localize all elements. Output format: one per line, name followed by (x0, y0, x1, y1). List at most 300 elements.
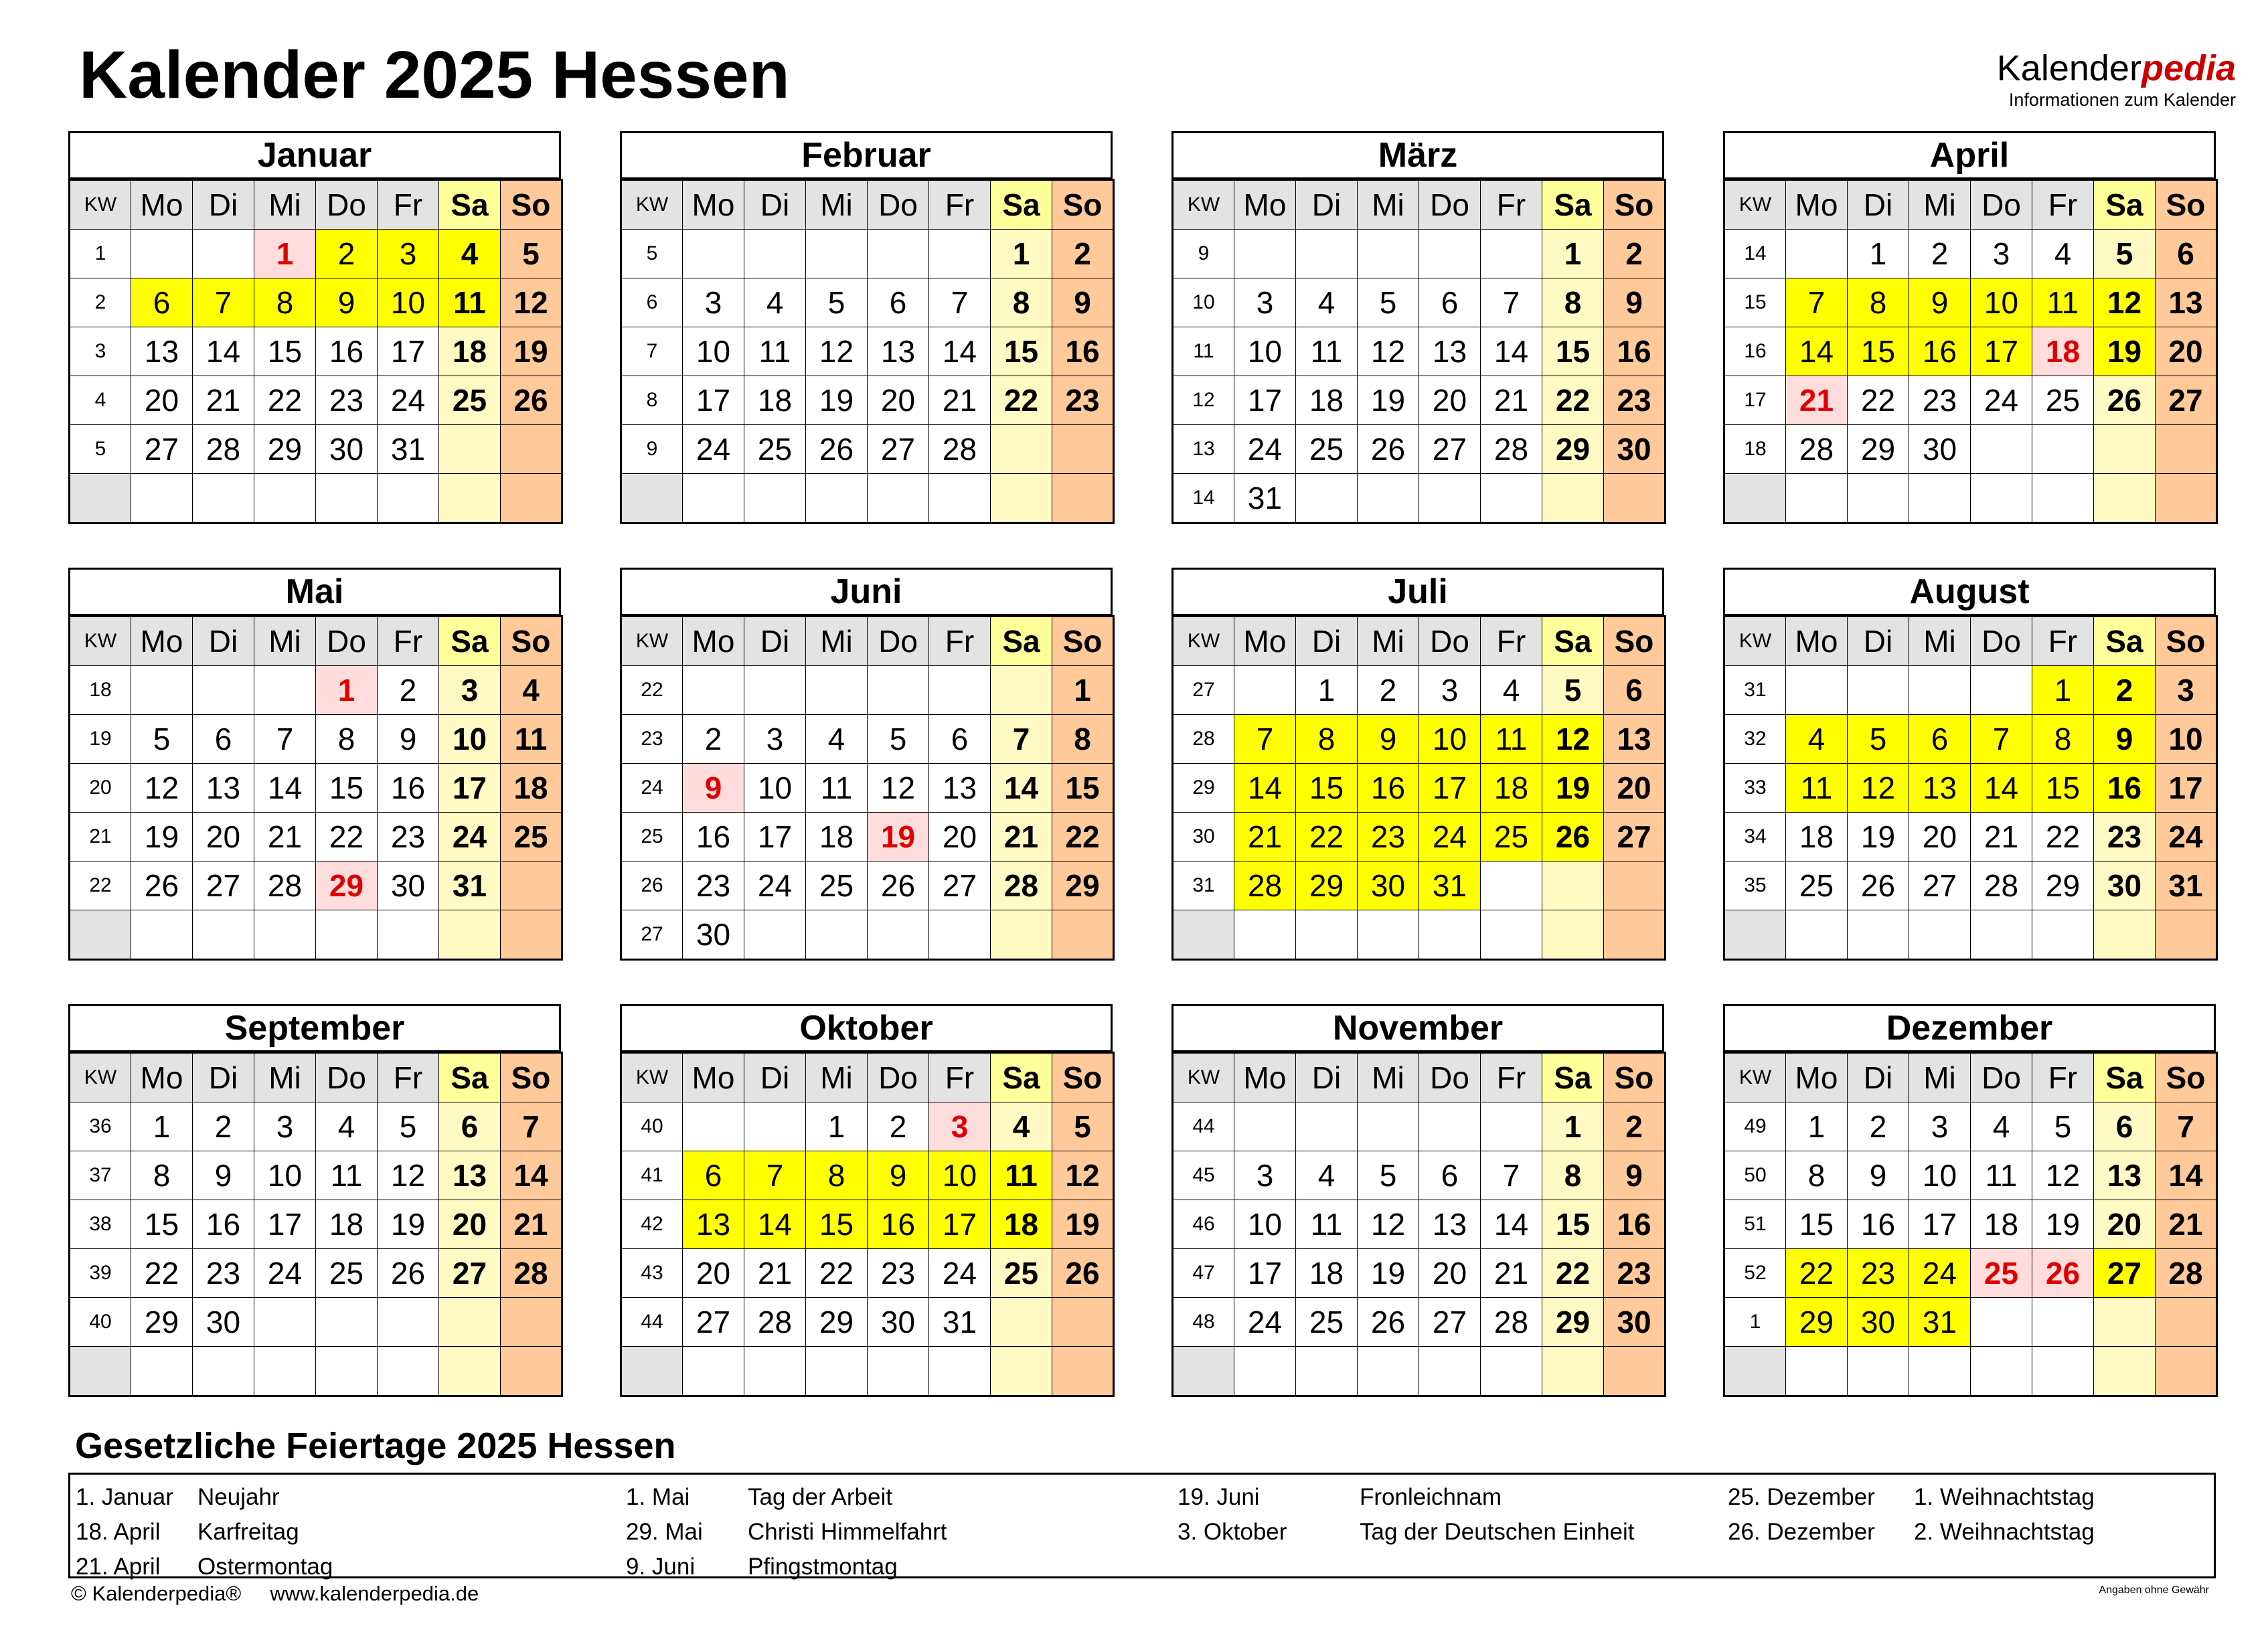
day-cell: 8 (2032, 715, 2094, 764)
day-cell: 19 (1358, 1249, 1419, 1298)
month-calendar (1171, 1004, 1664, 1397)
day-cell: 1 (1542, 1102, 1604, 1151)
month-grid (1171, 1052, 1666, 1397)
holiday-date: 1. Januar (76, 1484, 173, 1510)
day-cell: 19 (131, 813, 193, 861)
day-cell: 3 (1234, 278, 1296, 327)
day-cell: 13 (683, 1200, 744, 1249)
weekday-header: Mi (254, 616, 316, 666)
day-cell: 11 (744, 327, 806, 376)
holiday-entry (626, 1550, 947, 1584)
kw-header: KW (1724, 180, 1786, 230)
day-cell: 16 (316, 327, 378, 376)
empty-cell (1971, 425, 2032, 474)
day-cell: 2 (193, 1102, 254, 1151)
empty-cell (254, 910, 316, 960)
day-cell: 30 (1604, 1298, 1666, 1347)
day-cell: 4 (316, 1102, 378, 1151)
day-cell: 29 (2032, 861, 2094, 910)
day-cell: 26 (378, 1249, 439, 1298)
empty-cell (1358, 1347, 1419, 1396)
week-number: 14 (1724, 230, 1786, 278)
week-number: 22 (70, 861, 131, 910)
day-cell: 31 (2156, 861, 2217, 910)
weekday-header: Do (868, 1053, 929, 1102)
weekday-header: Sa (1542, 180, 1604, 230)
logo-brand-part-b: pedia (2141, 48, 2236, 88)
empty-cell (193, 666, 254, 715)
weekday-header: Mo (1234, 616, 1296, 666)
weekday-header: Mi (1909, 180, 1971, 230)
empty-cell (744, 910, 806, 960)
weekday-header: Fr (378, 616, 439, 666)
day-cell: 23 (2094, 813, 2156, 861)
empty-cell (1052, 474, 1114, 523)
week-number: 27 (621, 910, 683, 960)
day-cell: 5 (1052, 1102, 1114, 1151)
empty-cell (744, 1347, 806, 1396)
footer-url-link[interactable]: www.kalenderpedia.de (270, 1582, 479, 1605)
empty-cell (1296, 910, 1358, 960)
empty-cell (1786, 666, 1848, 715)
empty-cell (2156, 425, 2217, 474)
day-cell: 16 (1604, 327, 1666, 376)
weekday-header: Fr (378, 1053, 439, 1102)
day-cell: 25 (2032, 376, 2094, 425)
day-cell: 22 (316, 813, 378, 861)
week-number: 17 (1724, 376, 1786, 425)
day-cell: 3 (439, 666, 501, 715)
holiday-entry (1178, 1480, 1635, 1515)
day-cell: 9 (378, 715, 439, 764)
day-cell: 25 (991, 1249, 1052, 1298)
day-cell: 26 (2094, 376, 2156, 425)
day-cell: 21 (501, 1200, 562, 1249)
weekday-header: Mi (1909, 616, 1971, 666)
day-cell: 23 (683, 861, 744, 910)
month-grid (620, 1052, 1115, 1397)
week-number: 52 (1724, 1249, 1786, 1298)
empty-cell (1234, 1347, 1296, 1396)
day-cell: 2 (1604, 1102, 1666, 1151)
empty-cell (1358, 910, 1419, 960)
weekday-header: Sa (2094, 180, 2156, 230)
day-cell: 11 (2032, 278, 2094, 327)
weekday-header: Mo (1234, 1053, 1296, 1102)
empty-cell (868, 230, 929, 278)
day-cell: 16 (1052, 327, 1114, 376)
day-cell: 13 (868, 327, 929, 376)
month-title: Januar (68, 131, 561, 179)
day-cell: 21 (1786, 376, 1848, 425)
day-cell: 15 (254, 327, 316, 376)
day-cell: 21 (744, 1249, 806, 1298)
empty-cell (1234, 666, 1296, 715)
week-number: 51 (1724, 1200, 1786, 1249)
empty-cell (1234, 230, 1296, 278)
weekday-header: Do (1419, 1053, 1481, 1102)
empty-cell (868, 666, 929, 715)
day-cell: 26 (501, 376, 562, 425)
day-cell: 2 (316, 230, 378, 278)
month-calendar (1723, 568, 2216, 961)
week-number: 50 (1724, 1151, 1786, 1200)
day-cell: 27 (1419, 425, 1481, 474)
day-cell: 6 (1419, 1151, 1481, 1200)
weekday-header: Di (1848, 180, 1909, 230)
weekday-header: Mo (683, 616, 744, 666)
month-grid (1723, 1052, 2218, 1397)
day-cell: 30 (193, 1298, 254, 1347)
day-cell: 6 (2156, 230, 2217, 278)
weekday-header: Sa (2094, 616, 2156, 666)
holiday-name: Christi Himmelfahrt (748, 1519, 947, 1545)
day-cell: 12 (378, 1151, 439, 1200)
weekday-header: Fr (1481, 180, 1542, 230)
weekday-header: Mi (806, 616, 868, 666)
day-cell: 7 (1971, 715, 2032, 764)
weekday-header: Fr (2032, 616, 2094, 666)
day-cell: 15 (1542, 1200, 1604, 1249)
day-cell: 22 (806, 1249, 868, 1298)
week-number: 26 (621, 861, 683, 910)
day-cell: 23 (316, 376, 378, 425)
day-cell: 3 (929, 1102, 991, 1151)
weekday-header: Do (868, 180, 929, 230)
day-cell: 18 (316, 1200, 378, 1249)
empty-cell (868, 910, 929, 960)
day-cell: 3 (1971, 230, 2032, 278)
week-number (1724, 474, 1786, 523)
day-cell: 13 (2094, 1151, 2156, 1200)
day-cell: 18 (806, 813, 868, 861)
day-cell: 15 (316, 764, 378, 813)
day-cell: 3 (254, 1102, 316, 1151)
empty-cell (131, 666, 193, 715)
weekday-header: Mi (1358, 1053, 1419, 1102)
empty-cell (1481, 1347, 1542, 1396)
weekday-header: Fr (2032, 180, 2094, 230)
empty-cell (1296, 1102, 1358, 1151)
day-cell: 19 (2094, 327, 2156, 376)
day-cell: 15 (1848, 327, 1909, 376)
day-cell: 22 (1542, 376, 1604, 425)
day-cell: 29 (1542, 1298, 1604, 1347)
weekday-header: Do (1971, 180, 2032, 230)
week-number: 3 (70, 327, 131, 376)
day-cell: 17 (1971, 327, 2032, 376)
week-number: 15 (1724, 278, 1786, 327)
day-cell: 4 (439, 230, 501, 278)
day-cell: 4 (1296, 1151, 1358, 1200)
day-cell: 30 (1848, 1298, 1909, 1347)
day-cell: 18 (439, 327, 501, 376)
weekday-header: Fr (929, 180, 991, 230)
holiday-date: 29. Mai (626, 1519, 703, 1545)
empty-cell (501, 861, 562, 910)
day-cell: 19 (868, 813, 929, 861)
weekday-header: Di (744, 616, 806, 666)
weekday-header: Sa (2094, 1053, 2156, 1102)
day-cell: 29 (254, 425, 316, 474)
day-cell: 24 (378, 376, 439, 425)
day-cell: 9 (683, 764, 744, 813)
day-cell: 11 (1296, 1200, 1358, 1249)
day-cell: 2 (1909, 230, 1971, 278)
kw-header: KW (70, 1053, 131, 1102)
empty-cell (1909, 1347, 1971, 1396)
empty-cell (683, 666, 744, 715)
day-cell: 30 (378, 861, 439, 910)
weekday-header: Sa (991, 1053, 1052, 1102)
holiday-column (1178, 1480, 1635, 1550)
empty-cell (929, 910, 991, 960)
week-number: 35 (1724, 861, 1786, 910)
day-cell: 6 (131, 278, 193, 327)
day-cell: 18 (1481, 764, 1542, 813)
empty-cell (806, 230, 868, 278)
day-cell: 9 (868, 1151, 929, 1200)
day-cell: 30 (1909, 425, 1971, 474)
day-cell: 25 (806, 861, 868, 910)
day-cell: 28 (991, 861, 1052, 910)
day-cell: 12 (806, 327, 868, 376)
day-cell: 8 (991, 278, 1052, 327)
empty-cell (254, 1298, 316, 1347)
weekday-header: Mo (1786, 180, 1848, 230)
day-cell: 27 (868, 425, 929, 474)
kalenderpedia-logo[interactable] (1888, 48, 2236, 111)
week-number: 27 (1173, 666, 1234, 715)
day-cell: 14 (929, 327, 991, 376)
empty-cell (131, 910, 193, 960)
holiday-entry (626, 1515, 947, 1550)
week-number: 23 (621, 715, 683, 764)
day-cell: 24 (929, 1249, 991, 1298)
empty-cell (991, 910, 1052, 960)
day-cell: 16 (1358, 764, 1419, 813)
empty-cell (2094, 1347, 2156, 1396)
weekday-header: Fr (1481, 1053, 1542, 1102)
holiday-name: Neujahr (197, 1484, 280, 1510)
empty-cell (1909, 474, 1971, 523)
kw-header: KW (1724, 1053, 1786, 1102)
day-cell: 8 (254, 278, 316, 327)
day-cell: 26 (1848, 861, 1909, 910)
day-cell: 26 (1052, 1249, 1114, 1298)
day-cell: 10 (1234, 1200, 1296, 1249)
week-number: 11 (1173, 327, 1234, 376)
holiday-name: Pfingstmontag (748, 1554, 898, 1580)
empty-cell (254, 666, 316, 715)
day-cell: 9 (1358, 715, 1419, 764)
day-cell: 11 (439, 278, 501, 327)
week-number: 29 (1173, 764, 1234, 813)
day-cell: 15 (806, 1200, 868, 1249)
empty-cell (501, 1298, 562, 1347)
day-cell: 25 (744, 425, 806, 474)
day-cell: 2 (683, 715, 744, 764)
weekday-header: So (501, 1053, 562, 1102)
day-cell: 27 (1604, 813, 1666, 861)
day-cell: 19 (2032, 1200, 2094, 1249)
empty-cell (316, 1298, 378, 1347)
day-cell: 10 (1909, 1151, 1971, 1200)
weekday-header: Do (1419, 180, 1481, 230)
day-cell: 6 (868, 278, 929, 327)
day-cell: 7 (1786, 278, 1848, 327)
weekday-header: Do (1971, 1053, 2032, 1102)
weekday-header: Mi (1909, 1053, 1971, 1102)
empty-cell (378, 1298, 439, 1347)
weekday-header: Mi (806, 1053, 868, 1102)
weekday-header: Mi (254, 1053, 316, 1102)
week-number: 40 (621, 1102, 683, 1151)
day-cell: 2 (1358, 666, 1419, 715)
day-cell: 24 (1234, 1298, 1296, 1347)
holiday-date: 26. Dezember (1728, 1519, 1875, 1545)
holiday-date: 18. April (76, 1519, 161, 1545)
day-cell: 7 (2156, 1102, 2217, 1151)
day-cell: 1 (1542, 230, 1604, 278)
day-cell: 28 (1971, 861, 2032, 910)
month-title: Oktober (620, 1004, 1113, 1052)
day-cell: 9 (1604, 1151, 1666, 1200)
holiday-entry (1728, 1515, 2095, 1550)
empty-cell (1052, 425, 1114, 474)
day-cell: 16 (868, 1200, 929, 1249)
week-number: 22 (621, 666, 683, 715)
empty-cell (1052, 1347, 1114, 1396)
empty-cell (1358, 1102, 1419, 1151)
empty-cell (683, 474, 744, 523)
weekday-header: Di (744, 180, 806, 230)
empty-cell (1542, 910, 1604, 960)
day-cell: 11 (1971, 1151, 2032, 1200)
weekday-header: So (1052, 1053, 1114, 1102)
month-calendar (1723, 131, 2216, 524)
holiday-date: 21. April (76, 1554, 161, 1580)
day-cell: 16 (1604, 1200, 1666, 1249)
day-cell: 4 (501, 666, 562, 715)
day-cell: 28 (2156, 1249, 2217, 1298)
week-number: 9 (1173, 230, 1234, 278)
month-title: November (1171, 1004, 1664, 1052)
day-cell: 19 (1542, 764, 1604, 813)
month-title: März (1171, 131, 1664, 179)
week-number: 36 (70, 1102, 131, 1151)
weekday-header: So (1604, 1053, 1666, 1102)
day-cell: 17 (1909, 1200, 1971, 1249)
day-cell: 17 (744, 813, 806, 861)
day-cell: 22 (131, 1249, 193, 1298)
empty-cell (131, 1347, 193, 1396)
day-cell: 17 (929, 1200, 991, 1249)
day-cell: 23 (1358, 813, 1419, 861)
day-cell: 17 (683, 376, 744, 425)
holiday-date: 3. Oktober (1178, 1519, 1287, 1545)
weekday-header: Do (316, 180, 378, 230)
day-cell: 21 (193, 376, 254, 425)
empty-cell (1786, 474, 1848, 523)
day-cell: 29 (131, 1298, 193, 1347)
week-number: 45 (1173, 1151, 1234, 1200)
weekday-header: So (2156, 1053, 2217, 1102)
day-cell: 19 (501, 327, 562, 376)
day-cell: 8 (1848, 278, 1909, 327)
footer-disclaimer: Angaben ohne Gewähr (2099, 1584, 2209, 1596)
day-cell: 9 (2094, 715, 2156, 764)
holidays-box (68, 1473, 2216, 1578)
day-cell: 3 (1909, 1102, 1971, 1151)
week-number: 13 (1173, 425, 1234, 474)
empty-cell (1909, 666, 1971, 715)
day-cell: 30 (683, 910, 744, 960)
footer-copyright: © Kalenderpedia® (71, 1582, 242, 1605)
empty-cell (193, 910, 254, 960)
day-cell: 28 (1786, 425, 1848, 474)
week-number: 21 (70, 813, 131, 861)
day-cell: 31 (378, 425, 439, 474)
day-cell: 18 (991, 1200, 1052, 1249)
empty-cell (439, 425, 501, 474)
month-title: August (1723, 568, 2216, 616)
day-cell: 18 (1296, 1249, 1358, 1298)
week-number: 10 (1173, 278, 1234, 327)
month-grid (1171, 179, 1666, 524)
day-cell: 10 (1419, 715, 1481, 764)
empty-cell (378, 474, 439, 523)
day-cell: 28 (193, 425, 254, 474)
day-cell: 15 (2032, 764, 2094, 813)
day-cell: 6 (929, 715, 991, 764)
empty-cell (991, 474, 1052, 523)
day-cell: 2 (1052, 230, 1114, 278)
weekday-header: Do (316, 616, 378, 666)
month-title: Mai (68, 568, 561, 616)
week-number (1173, 1347, 1234, 1396)
day-cell: 28 (1481, 425, 1542, 474)
day-cell: 8 (1052, 715, 1114, 764)
day-cell: 3 (1234, 1151, 1296, 1200)
empty-cell (929, 666, 991, 715)
day-cell: 24 (254, 1249, 316, 1298)
empty-cell (1971, 910, 2032, 960)
day-cell: 11 (1786, 764, 1848, 813)
week-number: 16 (1724, 327, 1786, 376)
day-cell: 14 (1786, 327, 1848, 376)
empty-cell (683, 1102, 744, 1151)
day-cell: 8 (1542, 1151, 1604, 1200)
empty-cell (1234, 910, 1296, 960)
month-title: Dezember (1723, 1004, 2216, 1052)
weekday-header: Mi (1358, 616, 1419, 666)
day-cell: 9 (1848, 1151, 1909, 1200)
day-cell: 24 (1419, 813, 1481, 861)
empty-cell (378, 910, 439, 960)
empty-cell (501, 425, 562, 474)
weekday-header: Di (1848, 616, 1909, 666)
day-cell: 26 (1542, 813, 1604, 861)
day-cell: 16 (378, 764, 439, 813)
week-number: 30 (1173, 813, 1234, 861)
week-number: 2 (70, 278, 131, 327)
week-number (621, 1347, 683, 1396)
week-number: 32 (1724, 715, 1786, 764)
day-cell: 1 (2032, 666, 2094, 715)
day-cell: 16 (1909, 327, 1971, 376)
day-cell: 30 (1358, 861, 1419, 910)
